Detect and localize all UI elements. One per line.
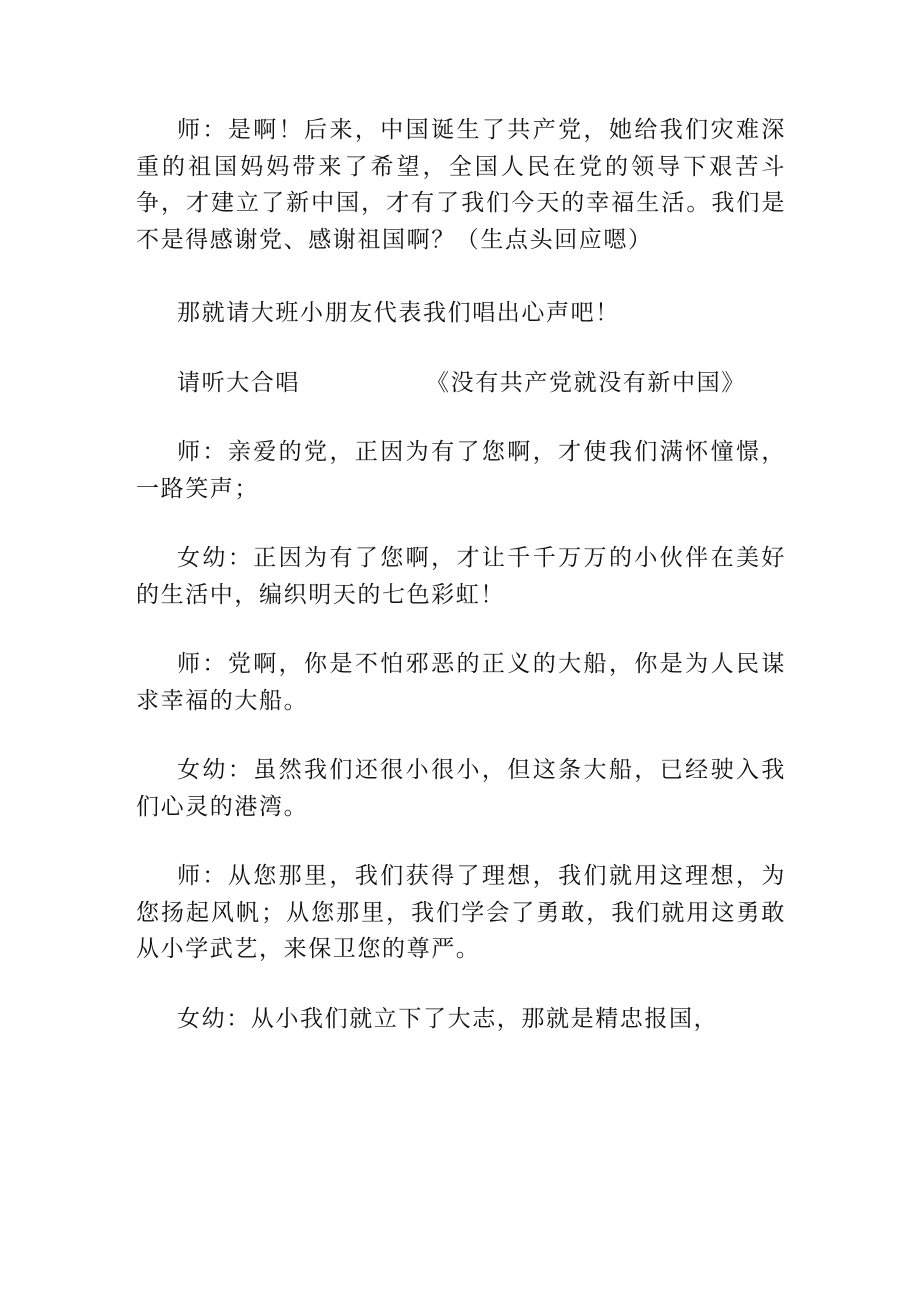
paragraph-teacher-intro: 师：是啊！后来，中国诞生了共产党，她给我们灾难深重的祖国妈妈带来了希望，全国人民在党的领导下艰苦斗争，才建立了新中国，才有了我们今天的幸福生活。我们是不是得感谢党、感谢祖国啊？（生点头回应嗯） <box>136 117 786 253</box>
song-title: 《没有共产党就没有新中国》 <box>426 369 746 396</box>
song-announcement <box>136 365 786 402</box>
dialogue-line-1: 师：亲爱的党，正因为有了您啊，才使我们满怀憧憬，一路笑声； <box>136 439 786 502</box>
dialogue-line-6: 女幼：从小我们就立下了大志，那就是精忠报国， <box>177 1005 719 1032</box>
song-intro-text: 请听大合唱 <box>177 369 300 396</box>
document-page <box>136 112 786 1037</box>
dialogue-line-4: 女幼：虽然我们还很小很小，但这条大船，已经驶入我们心灵的港湾。 <box>136 757 786 820</box>
dialogue-line-2: 女幼：正因为有了您啊，才让千千万万的小伙伴在美好的生活中，编织明天的七色彩虹！ <box>136 545 786 608</box>
paragraph-invitation: 那就请大班小朋友代表我们唱出心声吧！ <box>177 300 620 326</box>
dialogue-line-5: 师：从您那里，我们获得了理想，我们就用这理想，为您扬起风帆；从您那里，我们学会了勇敢，我们就用这勇敢从小学武艺，来保卫您的尊严。 <box>136 863 786 962</box>
dialogue-line-3: 师：党啊，你是不怕邪恶的正义的大船，你是为人民谋求幸福的大船。 <box>136 651 786 714</box>
